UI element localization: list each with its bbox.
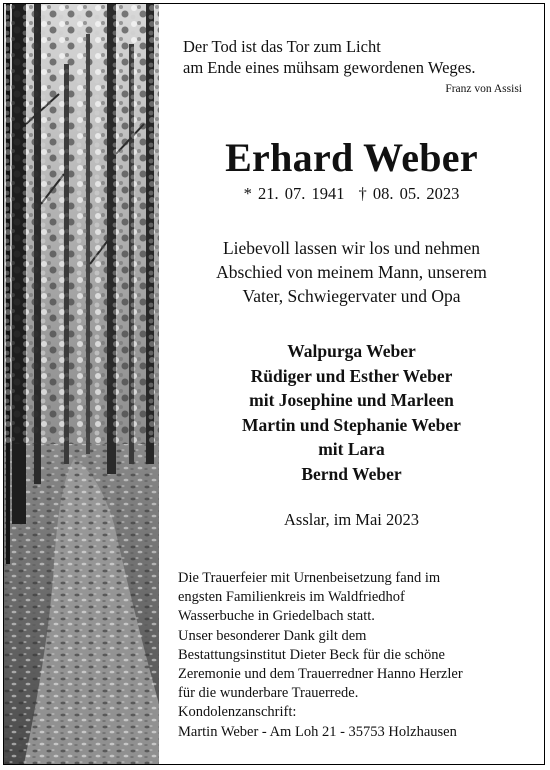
farewell-line: Liebevoll lassen wir los und nehmen — [222, 238, 481, 258]
farewell-line: Abschied von meinem Mann, unserem — [216, 262, 487, 282]
quote-author: Franz von Assisi — [445, 83, 522, 95]
place-and-date: Asslar, im Mai 2023 — [284, 510, 419, 529]
notice-line: Bestattungsinstitut Dieter Beck für die schöne — [178, 646, 445, 663]
notice-line: Die Trauerfeier mit Urnenbeisetzung fand im — [178, 570, 441, 586]
mourner: mit Lara — [318, 439, 385, 459]
deceased-name: Erhard Weber — [225, 135, 478, 180]
notice-line: Zeremonie und dem Trauerredner Hanno Herzler — [178, 666, 463, 683]
obituary-text — [159, 4, 544, 764]
mourners-list — [159, 339, 544, 486]
mourner: mit Josephine und Marleen — [249, 390, 454, 410]
funeral-notice — [178, 569, 463, 742]
quote-line: am Ende eines mühsam gewordenen Weges. — [183, 58, 476, 77]
quote — [183, 36, 476, 78]
life-dates — [159, 184, 544, 204]
condolence-address: Martin Weber - Am Loh 21 - 35753 Holzhausen — [178, 723, 457, 740]
notice-line: Unser besonderer Dank gilt dem — [178, 627, 367, 644]
notice-line: Kondolenzanschrift: — [178, 704, 297, 721]
farewell-text — [159, 236, 544, 308]
notice-line: Wasserbuche in Griedelbach statt. — [178, 608, 375, 625]
death-date: † 08. 05. 2023 — [358, 184, 460, 203]
obituary-notice — [3, 3, 545, 765]
quote-line: Der Tod ist das Tor zum Licht — [183, 37, 381, 56]
notice-line: für die wunderbare Trauerrede. — [178, 685, 359, 702]
notice-line: engsten Familienkreis im Waldfriedhof — [178, 589, 405, 606]
mourner: Martin und Stephanie Weber — [242, 414, 461, 435]
mourner: Walpurga Weber — [287, 341, 416, 361]
mourner: Rüdiger und Esther Weber — [250, 365, 453, 386]
farewell-line: Vater, Schwiegervater und Opa — [242, 286, 461, 306]
birth-date: * 21. 07. 1941 — [243, 184, 345, 203]
forest-path-photo — [4, 4, 159, 764]
mourner: Bernd Weber — [301, 463, 402, 484]
